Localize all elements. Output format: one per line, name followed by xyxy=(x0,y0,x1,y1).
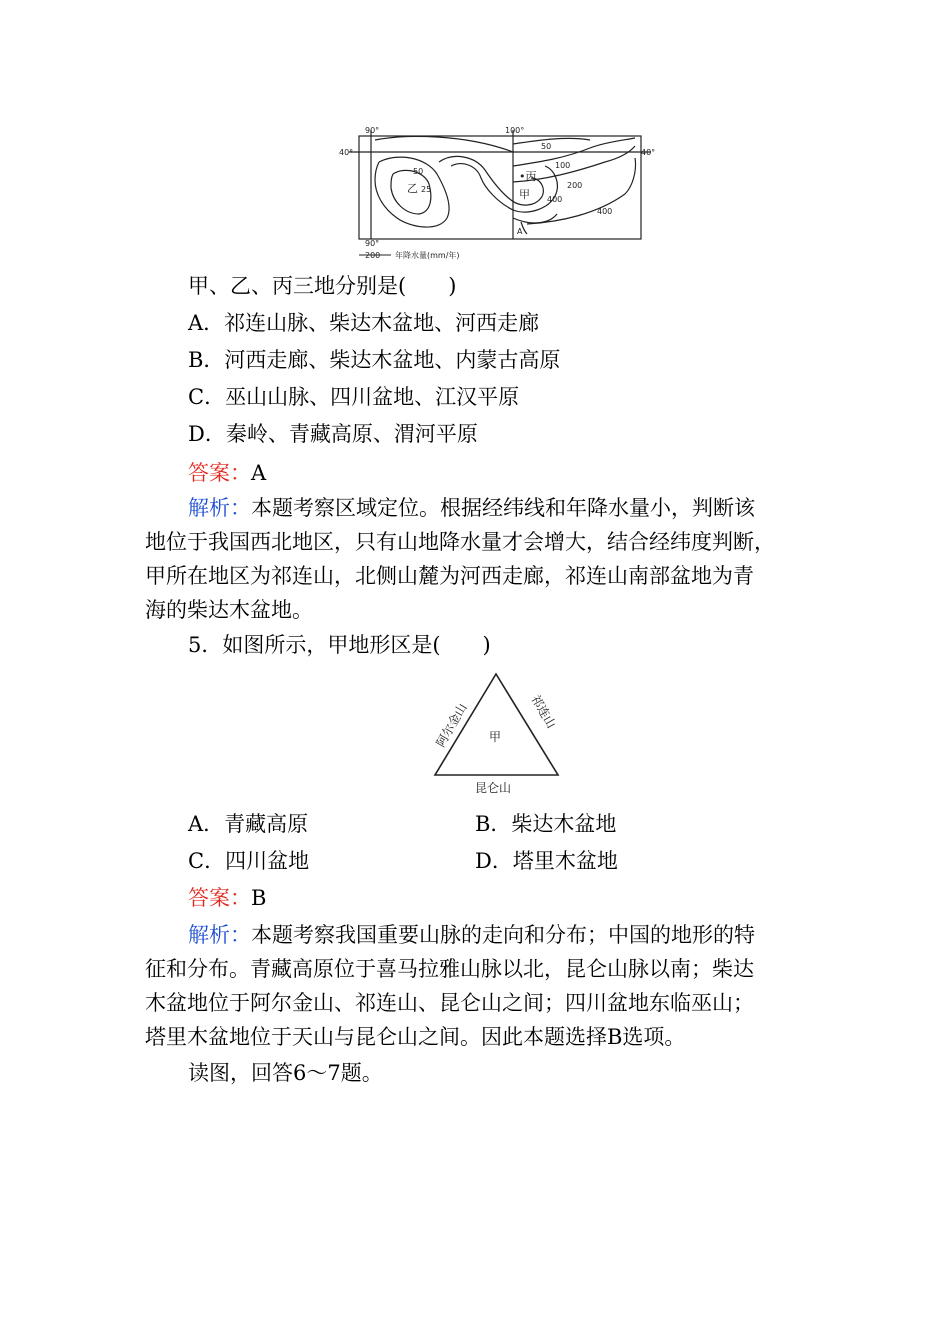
triangle-diagram xyxy=(425,668,565,800)
legend-value: 200 xyxy=(365,251,381,260)
q5-stem: 5．如图所示，甲地形区是( ) xyxy=(188,633,491,657)
q4-answer-label: 答案： xyxy=(188,461,251,485)
q4-option-a: A．祁连山脉、柴达木盆地、河西走廊 xyxy=(188,311,540,335)
q5-option-d: D．塔里木盆地 xyxy=(475,849,618,873)
lon-label-bottom: 90° xyxy=(365,239,380,248)
lon-label-90: 90° xyxy=(365,126,380,135)
triangle-bottom-label: 昆仑山 xyxy=(475,781,512,795)
q5-option-b: B．柴达木盆地 xyxy=(475,812,617,836)
q5-analysis-line-4: 塔里木盆地位于天山与昆仑山之间。因此本题选择B选项。 xyxy=(145,1025,686,1049)
place-label-bing: •丙 xyxy=(519,170,537,183)
q4-stem: 甲、乙、丙三地分别是( ) xyxy=(188,274,457,298)
q5-analysis-line-2: 征和分布。青藏高原位于喜马拉雅山脉以北，昆仑山脉以南；柴达 xyxy=(145,957,754,981)
iso-label: 200 xyxy=(567,181,583,190)
read-prompt: 读图，回答6～7题。 xyxy=(188,1061,383,1085)
q5-option-a: A．青藏高原 xyxy=(188,812,309,836)
precipitation-map xyxy=(335,122,660,267)
q5-analysis-text: 本题考察我国重要山脉的走向和分布；中国的地形的特 xyxy=(251,923,755,947)
lat-label-left: 40° xyxy=(339,148,354,157)
map-legend xyxy=(359,250,460,260)
iso-label: 25 xyxy=(421,185,432,194)
triangle-center-label: 甲 xyxy=(489,730,502,744)
q5-answer-label: 答案： xyxy=(188,886,251,910)
q4-option-d: D．秦岭、青藏高原、渭河平原 xyxy=(188,422,478,446)
q4-analysis-text: 本题考察区域定位。根据经纬线和年降水量小，判断该 xyxy=(251,496,755,520)
q5-answer: B xyxy=(251,886,267,910)
iso-label: 50 xyxy=(541,142,552,151)
q4-analysis-line-2: 地位于我国西北地区，只有山地降水量才会增大，结合经纬度判断， xyxy=(145,530,775,554)
q4-answer-line xyxy=(188,458,266,488)
q4-analysis-line-3: 甲所在地区为祁连山，北侧山麓为河西走廊，祁连山南部盆地为青 xyxy=(145,564,754,588)
q5-analysis-line-3: 木盆地位于阿尔金山、祁连山、昆仑山之间；四川盆地东临巫山； xyxy=(145,991,754,1015)
triangle-right-label: 祁连山 xyxy=(528,692,559,731)
q4-analysis-line-4: 海的柴达木盆地。 xyxy=(145,598,313,622)
q4-option-b: B．河西走廊、柴达木盆地、内蒙古高原 xyxy=(188,348,561,372)
q5-analysis-label: 解析： xyxy=(188,923,251,947)
legend-text: 年降水量(mm/年) xyxy=(395,251,460,260)
place-label-jia: 甲 xyxy=(519,188,530,201)
iso-label: 100 xyxy=(555,161,571,170)
q4-analysis-line-1 xyxy=(188,493,755,523)
q4-analysis-label: 解析： xyxy=(188,496,251,520)
q5-analysis-line-1 xyxy=(188,920,755,950)
place-label-yi: 乙 xyxy=(407,182,418,195)
q5-option-c: C．四川盆地 xyxy=(188,849,310,873)
q5-answer-line xyxy=(188,883,266,913)
lon-label-100: 100° xyxy=(505,126,525,135)
iso-label: A xyxy=(517,227,523,236)
q4-answer: A xyxy=(251,461,267,485)
iso-label: 50 xyxy=(413,167,424,176)
iso-label: 400 xyxy=(597,207,613,216)
iso-label: 400 xyxy=(547,195,563,204)
lat-label-right: 40° xyxy=(641,148,656,157)
q4-option-c: C．巫山山脉、四川盆地、江汉平原 xyxy=(188,385,520,409)
triangle-left-label: 阿尔金山 xyxy=(433,700,470,750)
